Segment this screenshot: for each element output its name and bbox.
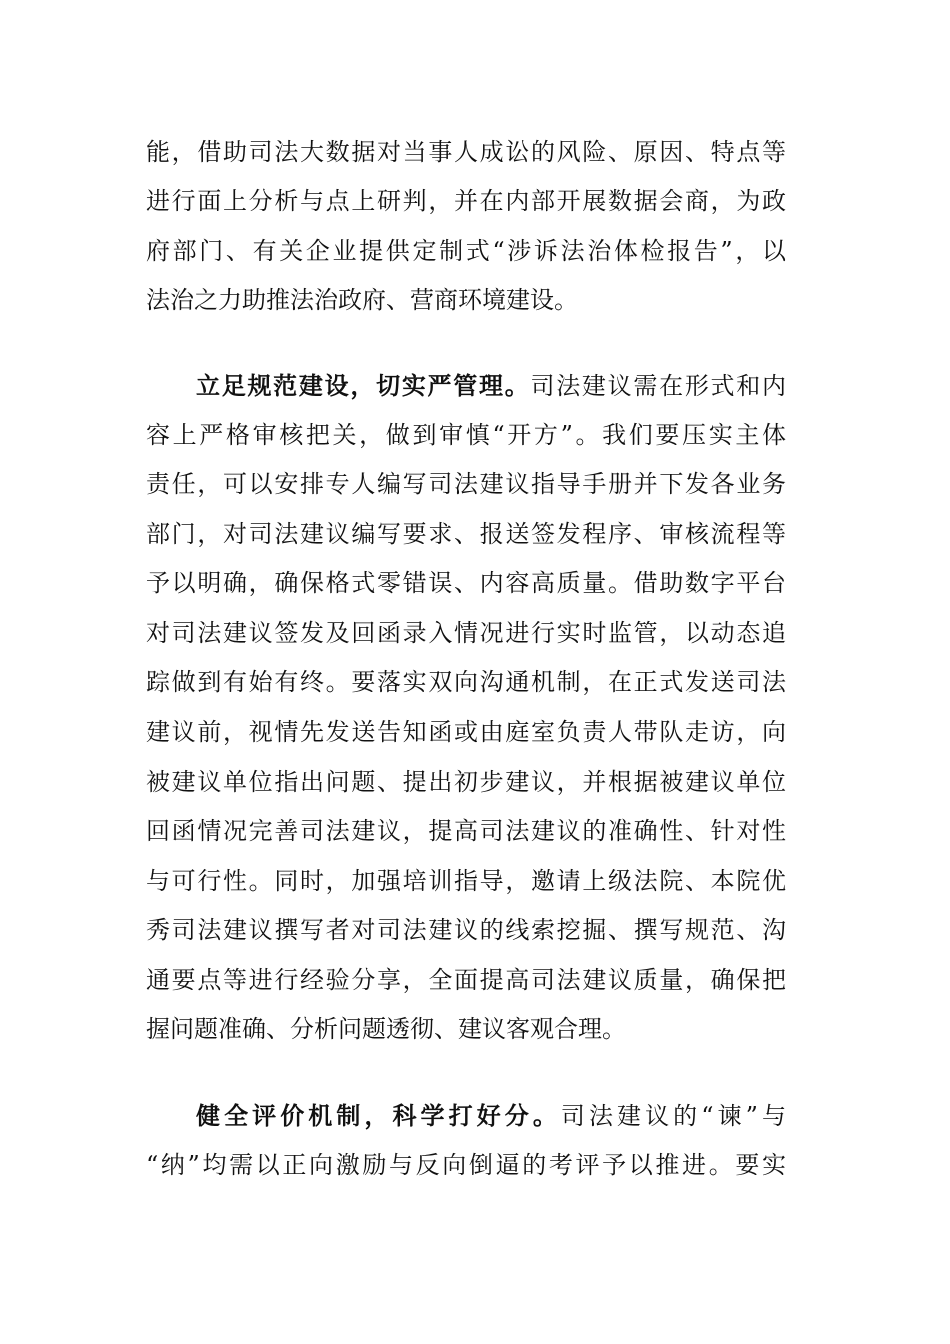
paragraph-2-line-4: 部门，对司法建议编写要求、报送签发程序、审核流程等 bbox=[146, 520, 786, 548]
paragraph-2-line-9: 被建议单位指出问题、提出初步建议，并根据被建议单位 bbox=[146, 768, 786, 796]
paragraph-3-line-1 bbox=[196, 1096, 786, 1136]
paragraph-3-first-line-rest: 司法建议的“谏”与 bbox=[560, 1102, 786, 1130]
paragraph-1-line-4: 法治之力助推法治政府、营商环境建设。 bbox=[146, 286, 578, 314]
paragraph-3-lead: 健全评价机制，科学打好分。 bbox=[196, 1101, 561, 1130]
paragraph-2-line-11: 与可行性。同时，加强培训指导，邀请上级法院、本院优 bbox=[146, 867, 786, 895]
paragraph-2-line-8: 建议前，视情先发送告知函或由庭室负责人带队走访，向 bbox=[146, 718, 786, 746]
paragraph-2-lead: 立足规范建设，切实严管理。 bbox=[196, 371, 531, 400]
paragraph-2-line-13: 通要点等进行经验分享，全面提高司法建议质量，确保把 bbox=[146, 966, 786, 994]
paragraph-2-line-7: 踪做到有始有终。要落实双向沟通机制，在正式发送司法 bbox=[146, 668, 786, 696]
paragraph-2-line-10: 回函情况完善司法建议，提高司法建议的准确性、针对性 bbox=[146, 817, 786, 845]
paragraph-3-line-2: “纳”均需以正向激励与反向倒逼的考评予以推进。要实 bbox=[146, 1151, 786, 1179]
paragraph-2-line-14: 握问题准确、分析问题透彻、建议客观合理。 bbox=[146, 1015, 626, 1043]
paragraph-2-line-2: 容上严格审核把关，做到审慎“开方”。我们要压实主体 bbox=[146, 421, 786, 449]
paragraph-1-line-3: 府部门、有关企业提供定制式“涉诉法治体检报告”，以 bbox=[146, 237, 786, 265]
paragraph-2-line-6: 对司法建议签发及回函录入情况进行实时监管，以动态追 bbox=[146, 619, 786, 647]
paragraph-2-line-12: 秀司法建议撰写者对司法建议的线索挖掘、撰写规范、沟 bbox=[146, 916, 786, 944]
paragraph-1-line-1: 能，借助司法大数据对当事人成讼的风险、原因、特点等 bbox=[146, 138, 786, 166]
paragraph-2-first-line-rest: 司法建议需在形式和内 bbox=[530, 372, 787, 400]
paragraph-2-line-3: 责任，可以安排专人编写司法建议指导手册并下发各业务 bbox=[146, 470, 786, 498]
paragraph-1-line-2: 进行面上分析与点上研判，并在内部开展数据会商，为政 bbox=[146, 187, 786, 215]
paragraph-2-line-5: 予以明确，确保格式零错误、内容高质量。借助数字平台 bbox=[146, 569, 786, 597]
paragraph-2-line-1 bbox=[196, 366, 786, 406]
